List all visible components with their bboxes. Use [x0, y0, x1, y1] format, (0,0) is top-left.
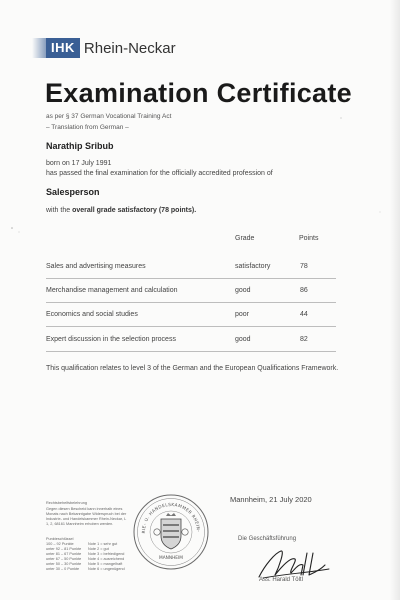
row-divider [46, 302, 336, 303]
scale-note: Note 4 = ausreichend [88, 557, 125, 561]
candidate-name: Narathip Sribub [46, 141, 114, 151]
table-row [46, 336, 336, 346]
translation-note: – Translation from German – [46, 124, 129, 131]
seal-bottom-text: MANNHEIM [159, 556, 183, 561]
table-row [46, 263, 336, 273]
scale-range: unter 81 – 67 Punkte [46, 552, 82, 556]
birth-date: born on 17 July 1991 [46, 160, 112, 167]
table-row [46, 311, 336, 321]
scale-note: Note 2 = gut [88, 547, 109, 551]
subject: Sales and advertising measures [46, 263, 146, 270]
points-scale [46, 537, 125, 572]
scale-heading: Punkteschlüssel [46, 537, 74, 541]
overall-grade-line [46, 207, 196, 214]
row-divider [46, 326, 336, 327]
grade: satisfactory [235, 263, 271, 270]
scale-row [46, 567, 125, 572]
seal-text: RIE- U. HANDELSKAMMER RHEIN- [141, 502, 201, 534]
row-divider [46, 351, 336, 352]
legal-remedy-note [46, 501, 130, 527]
points: 82 [300, 336, 308, 343]
logo-abbreviation: IHK [46, 38, 80, 58]
scale-note: Note 3 = befriedigend [88, 552, 125, 556]
scale-note: Note 1 = sehr gut [88, 542, 118, 546]
subject: Expert discussion in the selection process [46, 336, 176, 343]
logo-region: Rhein-Neckar [83, 39, 176, 57]
scale-note: Note 6 = ungenügend [88, 567, 125, 571]
row-divider [46, 278, 336, 279]
official-seal-stamp [131, 492, 211, 572]
document-title: Examination Certificate [45, 78, 352, 108]
scale-range: 100 – 92 Punkte [46, 542, 74, 546]
management-label: Die Geschäftsführung [238, 536, 297, 542]
scale-range: unter 92 – 81 Punkte [46, 547, 82, 551]
profession: Salesperson [46, 187, 100, 197]
legal-body: Gegen diesen Bescheid kann innerhalb eines Monats nach Bekanntgabe Widerspruch bei der Industrie- und Handelskammer Rhein-Neckar, L 1, 2, 68161 Mannheim erhoben werden. [46, 507, 127, 526]
subject: Merchandise management and calculation [46, 287, 178, 294]
points: 86 [300, 287, 308, 294]
coat-of-arms-icon [154, 513, 188, 549]
points: 78 [300, 263, 308, 270]
scale-note: Note 5 = mangelhaft [88, 562, 123, 566]
ihk-logo [46, 38, 176, 58]
overall-grade: overall grade satisfactory (78 points). [72, 207, 197, 214]
scale-range: unter 30 – 0 Punkte [46, 567, 80, 571]
legal-heading: Rechtsbehelfsbelehrung [46, 501, 87, 505]
scale-range: unter 50 – 30 Punkte [46, 562, 82, 566]
legal-basis: as per § 37 German Vocational Training Act [46, 113, 172, 120]
grade: good [235, 336, 251, 343]
overall-prefix: with the [46, 207, 71, 214]
scale-range: unter 67 – 50 Punkte [46, 557, 82, 561]
header-grade: Grade [235, 235, 255, 242]
header-points: Points [299, 235, 319, 242]
grade: good [235, 287, 251, 294]
points: 44 [300, 311, 308, 318]
place-and-date: Mannheim, 21 July 2020 [230, 495, 312, 504]
table-row [46, 287, 336, 297]
grade: poor [235, 311, 250, 318]
signer-name: Ass. Harald Töltl [259, 577, 303, 583]
qualification-statement: This qualification relates to level 3 of the German and the European Qualifications Framework. [46, 365, 339, 372]
subject: Economics and social studies [46, 311, 138, 318]
passed-statement: has passed the final examination for the officially accredited profession of [46, 170, 273, 177]
